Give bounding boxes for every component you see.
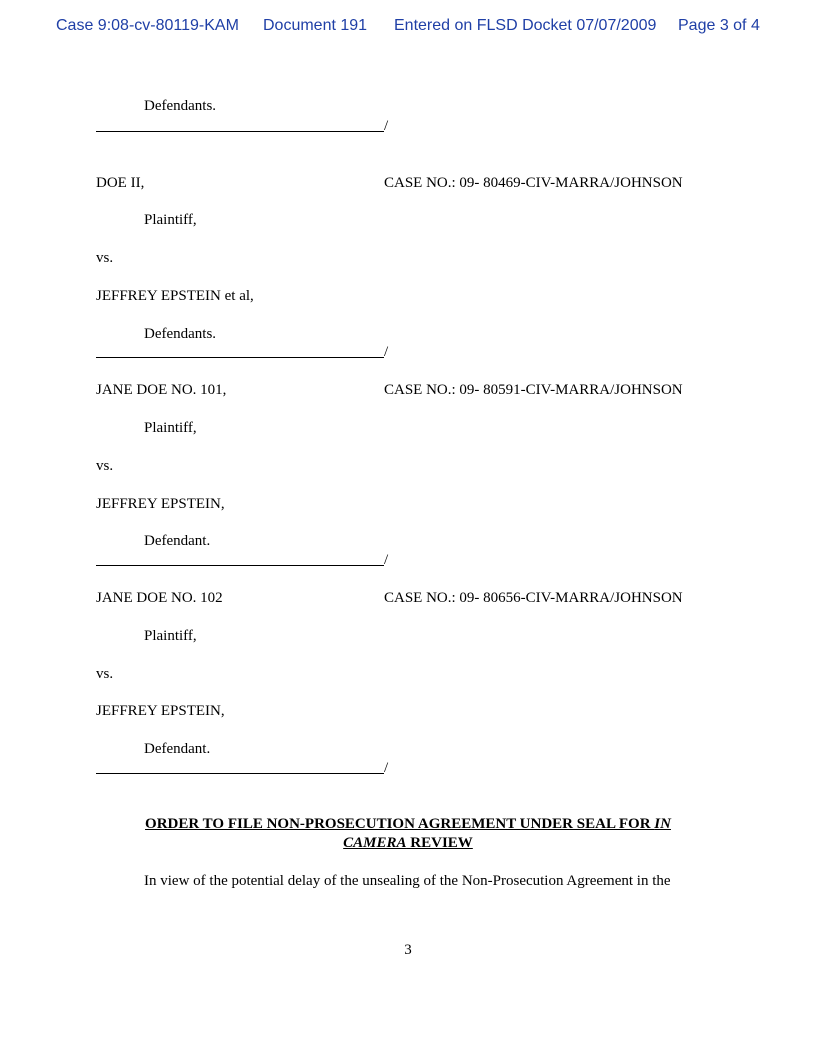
- order-title: [110, 815, 706, 853]
- party-role: Plaintiff,: [144, 628, 197, 644]
- party-role: Defendant.: [144, 741, 211, 757]
- order-title-text: ORDER TO FILE NON-PROSECUTION AGREEMENT UNDER SEAL FOR: [145, 816, 655, 832]
- case-number: CASE NO.: 09- 80656-CIV-MARRA/JOHNSON: [384, 590, 683, 606]
- defendant-name: JEFFREY EPSTEIN,: [96, 496, 225, 512]
- caption-separator-line: [96, 773, 384, 774]
- party-role: Defendant.: [144, 533, 211, 549]
- case-number: CASE NO.: 09- 80591-CIV-MARRA/JOHNSON: [384, 382, 683, 398]
- caption-separator-slash: /: [384, 760, 389, 776]
- caption-separator-slash: /: [384, 552, 389, 568]
- versus: vs.: [96, 250, 114, 266]
- header-case-number: Case 9:08-cv-80119-KAM: [56, 17, 239, 34]
- order-body-paragraph: In view of the potential delay of the unsealing of the Non-Prosecution Agreement in the: [144, 873, 671, 889]
- caption-separator-slash: /: [384, 344, 389, 360]
- versus: vs.: [96, 666, 114, 682]
- page-number: 3: [404, 942, 412, 958]
- plaintiff-name: DOE II,: [96, 175, 145, 191]
- order-title-italic: IN: [654, 816, 671, 832]
- party-role: Plaintiff,: [144, 420, 197, 436]
- header-document-number: Document 191: [263, 17, 368, 34]
- header-docket-entry: Entered on FLSD Docket 07/07/2009: [394, 17, 657, 34]
- order-title-italic: CAMERA: [343, 835, 407, 851]
- caption-separator-slash: /: [384, 118, 389, 134]
- defendant-name: JEFFREY EPSTEIN et al,: [96, 288, 254, 304]
- plaintiff-name: JANE DOE NO. 101,: [96, 382, 227, 398]
- case-number: CASE NO.: 09- 80469-CIV-MARRA/JOHNSON: [384, 175, 683, 191]
- docket-header: [0, 17, 816, 39]
- party-role: Defendants.: [144, 98, 217, 114]
- party-role: Plaintiff,: [144, 212, 197, 228]
- versus: vs.: [96, 458, 114, 474]
- defendant-name: JEFFREY EPSTEIN,: [96, 703, 225, 719]
- plaintiff-name: JANE DOE NO. 102: [96, 590, 223, 606]
- order-title-text: REVIEW: [406, 835, 473, 851]
- caption-separator-line: [96, 131, 384, 132]
- party-role: Defendants.: [144, 326, 217, 342]
- caption-separator-line: [96, 357, 384, 358]
- caption-separator-line: [96, 565, 384, 566]
- header-page-indicator: Page 3 of 4: [678, 17, 760, 34]
